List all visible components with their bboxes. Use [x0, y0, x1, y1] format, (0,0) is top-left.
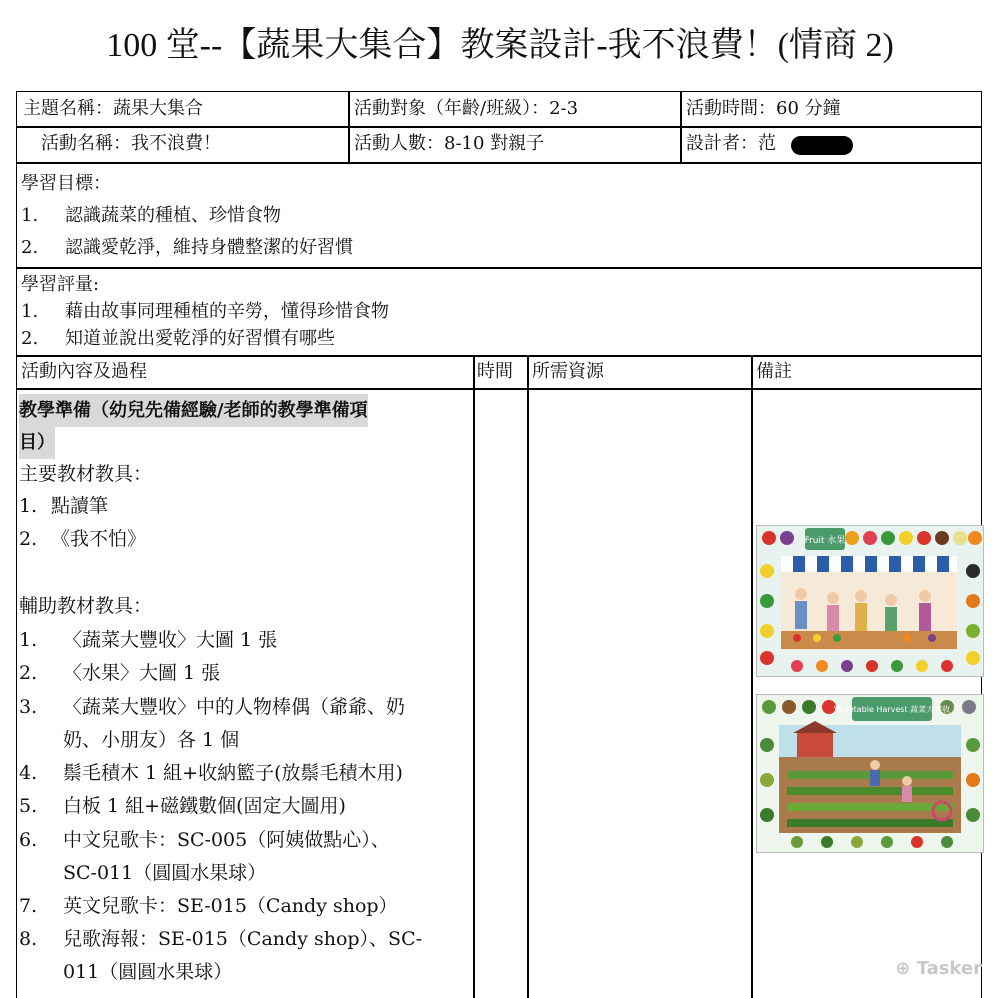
- theme-text: 主題名稱：蔬果大集合: [23, 98, 203, 119]
- tasker-logo-icon: ⊕: [895, 958, 911, 979]
- watermark-text: Tasker: [916, 958, 982, 979]
- designer-cell: [680, 126, 982, 164]
- aux-item-continued: SC-011（圓圓水果球）: [63, 862, 267, 884]
- activity-text: 活動名稱：我不浪費！: [41, 133, 221, 154]
- assessment-text: 知道並說出愛乾淨的好習慣有哪些: [65, 328, 335, 349]
- assessment-cell: [16, 267, 982, 357]
- aux-item-continued: 奶、小朋友）各 1 個: [63, 729, 240, 751]
- main-item: 2. 《我不怕》: [19, 528, 147, 550]
- time-column-body: [473, 388, 529, 998]
- redaction-mark: [791, 136, 853, 155]
- resources-column-header: [527, 355, 753, 390]
- designer-text: 設計者：范: [686, 133, 776, 154]
- notes-column-label: 備註: [756, 361, 792, 382]
- assessment-heading: 學習評量:: [21, 274, 100, 295]
- objective-text: 認識愛乾淨，維持身體整潔的好習慣: [65, 237, 353, 258]
- market-awning: [781, 556, 957, 572]
- headcount-text: 活動人數：8-10 對親子: [354, 133, 545, 154]
- objective-text: 認識蔬菜的種植、珍惜食物: [65, 205, 281, 226]
- page-title: 100 堂--【蔬果大集合】教案設計-我不浪費！(情商 2): [106, 27, 894, 64]
- main-item: 1. 點讀筆: [19, 495, 109, 517]
- main-materials-heading: 主要教材教具：: [19, 463, 153, 485]
- vegetable-poster-title: Vegetable Harvest 蔬菜大豐收: [833, 705, 951, 714]
- aux-item: 2. 〈水果〉大圖 1 張: [19, 662, 221, 684]
- aux-item: 4. 鬃毛積木 1 組+收納籃子(放鬃毛積木用): [19, 762, 403, 784]
- fruit-poster-image: [756, 525, 984, 677]
- content-column-label: 活動內容及過程: [21, 361, 147, 382]
- lesson-plan-table: [16, 91, 982, 991]
- content-column-header: [16, 355, 475, 390]
- aux-item-continued: 011（圓圓水果球）: [63, 961, 233, 983]
- aux-item: 8. 兒歌海報：SE-015（Candy shop）、SC-: [19, 928, 423, 950]
- aux-item: 5. 白板 1 組+磁鐵數個(固定大圖用): [19, 795, 346, 817]
- notes-column-body: [751, 388, 982, 998]
- assessment-number: 1.: [21, 301, 39, 322]
- vegetable-poster-image: [756, 694, 984, 853]
- objectives-heading: 學習目標：: [21, 173, 111, 194]
- target-text: 活動對象（年齡/班級）：2-3: [354, 98, 579, 119]
- time-column-label: 時間: [477, 361, 513, 382]
- objective-number: 2.: [21, 237, 39, 258]
- notes-column-header: [751, 355, 982, 390]
- aux-item: 3. 〈蔬菜大豐收〉中的人物棒偶（爺爺、奶: [19, 696, 406, 718]
- theme-cell: [16, 91, 350, 128]
- aux-materials-heading: 輔助教材教具：: [19, 595, 153, 617]
- aux-item: 7. 英文兒歌卡：SE-015（Candy shop）: [19, 895, 398, 917]
- vegetable-poster-illustration: [757, 695, 983, 852]
- resources-column-body: [527, 388, 753, 998]
- fruit-poster-illustration: [757, 526, 983, 676]
- resources-column-label: 所需資源: [532, 361, 604, 382]
- aux-item: 1. 〈蔬菜大豐收〉大圖 1 張: [19, 629, 278, 651]
- watermark: [895, 958, 982, 979]
- prep-heading-line2: 目）: [19, 426, 55, 459]
- duration-cell: [680, 91, 982, 128]
- duration-text: 活動時間：60 分鐘: [686, 98, 841, 119]
- activity-cell: [16, 126, 350, 164]
- headcount-cell: [348, 126, 682, 164]
- prep-heading-line1: 教學準備（幼兒先備經驗/老師的教學準備項: [19, 394, 368, 427]
- objectives-cell: [16, 162, 982, 269]
- assessment-text: 藉由故事同理種植的辛勞，懂得珍惜食物: [65, 301, 389, 322]
- target-cell: [348, 91, 682, 128]
- assessment-number: 2.: [21, 328, 39, 349]
- fruit-poster-title: Fruit 水果: [804, 536, 846, 546]
- aux-item: 6. 中文兒歌卡：SC-005（阿姨做點心）、: [19, 829, 390, 851]
- time-column-header: [473, 355, 529, 390]
- objective-number: 1.: [21, 205, 39, 226]
